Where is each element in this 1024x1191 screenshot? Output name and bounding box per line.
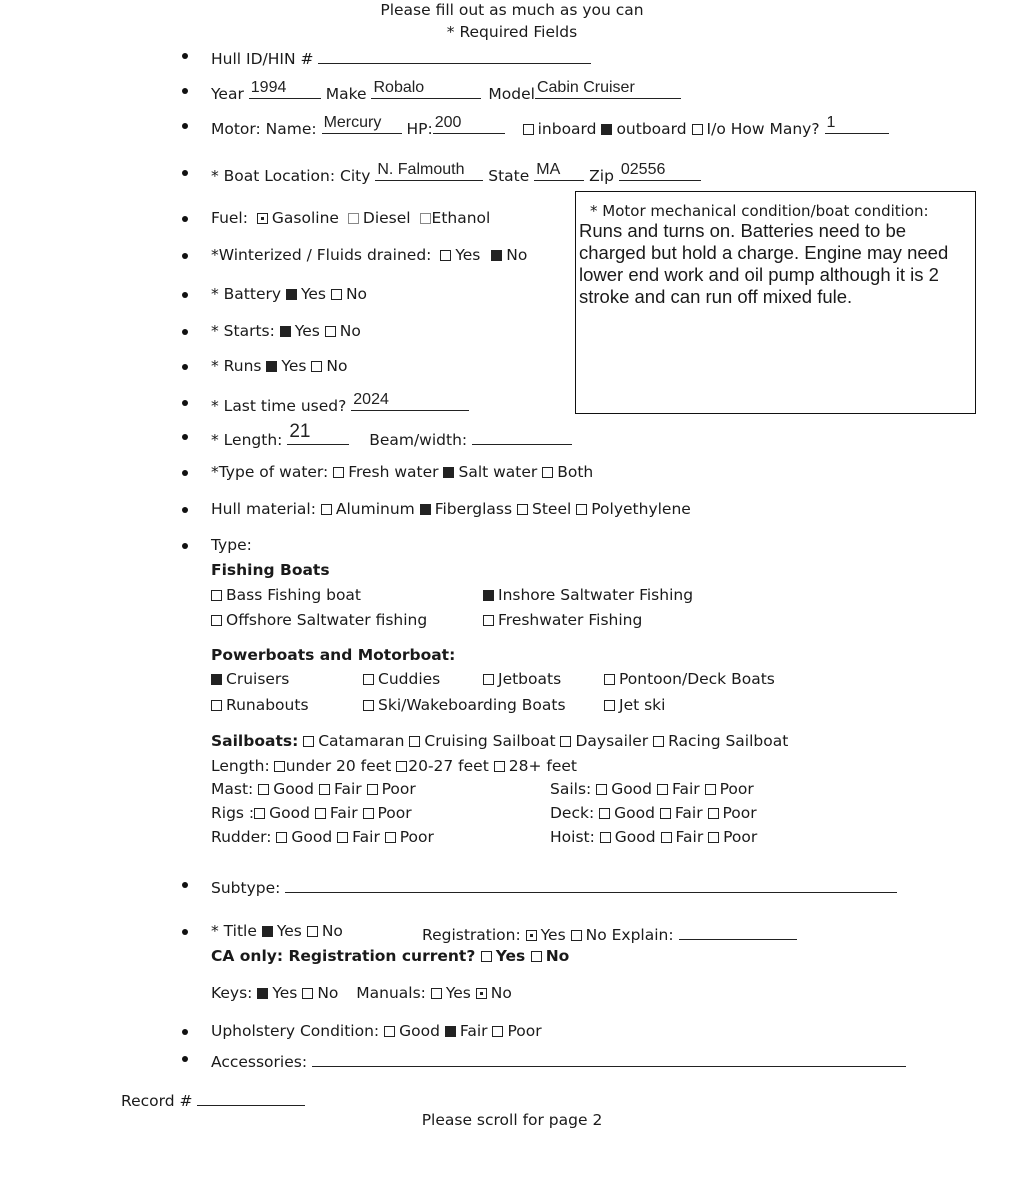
condition-textbox[interactable]: [575, 191, 976, 414]
upholstery-good-label: Good: [399, 1022, 440, 1040]
bullet-icon: [182, 882, 188, 888]
pontoon-checkbox[interactable]: [604, 674, 615, 685]
ethanol-checkbox[interactable]: [420, 213, 431, 224]
bullet-icon: [182, 123, 188, 129]
hull-id-row: [211, 46, 591, 68]
salt-water-checkbox[interactable]: [443, 467, 454, 478]
bullet-icon: [182, 292, 188, 298]
model-field[interactable]: [535, 81, 681, 99]
fuel-label: Fuel:: [211, 209, 248, 227]
keys-yes-label: Yes: [272, 984, 298, 1002]
battery-yes-label: Yes: [300, 285, 327, 303]
bullet-icon: [182, 364, 188, 370]
deck-good-checkbox[interactable]: [599, 808, 610, 819]
type-label: Type:: [211, 536, 252, 554]
cruisers-checkbox[interactable]: [211, 674, 222, 685]
hull-id-label: Hull ID/HIN #: [211, 50, 314, 68]
title-no-checkbox[interactable]: [307, 926, 318, 937]
sails-good-label: Good: [611, 780, 653, 798]
manuals-no-label: No: [490, 984, 512, 1002]
sails-poor-checkbox[interactable]: [705, 784, 716, 795]
subtype-row: [211, 875, 897, 897]
runabouts-checkbox[interactable]: [211, 700, 222, 711]
gasoline-label: Gasoline: [271, 209, 339, 227]
bullet-icon: [182, 1029, 188, 1035]
jetski-label: Jet ski: [619, 696, 666, 714]
sailboats-row: [211, 732, 788, 750]
rudder-fair-checkbox[interactable]: [337, 832, 348, 843]
jetboats-option: [483, 670, 561, 688]
rigs-good-checkbox[interactable]: [254, 808, 265, 819]
upholstery-poor-checkbox[interactable]: [492, 1026, 503, 1037]
hp-field[interactable]: [433, 116, 505, 134]
inboard-label: inboard: [537, 120, 597, 138]
starts-no-checkbox[interactable]: [325, 326, 336, 337]
accessories-field[interactable]: [312, 1049, 906, 1067]
winterized-yes-label: Yes: [455, 246, 481, 264]
aluminum-label: Aluminum: [335, 500, 415, 518]
runs-yes-checkbox[interactable]: [266, 361, 277, 372]
hoist-poor-label: Poor: [723, 828, 758, 846]
manuals-yes-label: Yes: [445, 984, 471, 1002]
jetboats-checkbox[interactable]: [483, 674, 494, 685]
sails-good-checkbox[interactable]: [596, 784, 607, 795]
winterized-row: [211, 246, 527, 264]
runs-no-label: No: [326, 357, 348, 375]
length-row: [211, 421, 572, 449]
length-field[interactable]: [287, 421, 349, 445]
how-many-field[interactable]: [825, 116, 889, 134]
rudder-good-label: Good: [291, 828, 333, 846]
rigs-fair-checkbox[interactable]: [315, 808, 326, 819]
starts-row: [211, 322, 361, 340]
bullet-icon: [182, 400, 188, 406]
fishing-boats-heading: Fishing Boats: [211, 561, 330, 579]
jetski-checkbox[interactable]: [604, 700, 615, 711]
ski-label: Ski/Wakeboarding Boats: [378, 696, 566, 714]
upholstery-good-checkbox[interactable]: [384, 1026, 395, 1037]
io-checkbox[interactable]: [692, 124, 703, 135]
polyethylene-checkbox[interactable]: [576, 504, 587, 515]
inshore-option: [483, 586, 693, 604]
bullet-icon: [182, 1056, 188, 1062]
motor-name-field[interactable]: [322, 116, 402, 134]
sail-length-label: Length:: [211, 757, 270, 775]
inboard-checkbox[interactable]: [523, 124, 534, 135]
sails-row: [550, 780, 754, 798]
hp-value: 200: [434, 114, 462, 131]
deck-poor-checkbox[interactable]: [708, 808, 719, 819]
cuddies-checkbox[interactable]: [363, 674, 374, 685]
ca-no-label: No: [545, 947, 570, 965]
polyethylene-label: Polyethylene: [591, 500, 691, 518]
inshore-label: Inshore Saltwater Fishing: [498, 586, 694, 604]
bullet-icon: [182, 88, 188, 94]
pontoon-option: [604, 670, 775, 688]
rigs-row: [211, 804, 412, 822]
starts-yes-label: Yes: [294, 322, 320, 340]
manuals-yes-checkbox[interactable]: [431, 988, 442, 999]
record-label: Record #: [121, 1092, 193, 1110]
mast-good-label: Good: [273, 780, 315, 798]
last-used-value: 2024: [353, 391, 389, 408]
mast-fair-label: Fair: [333, 780, 362, 798]
bullet-icon: [182, 216, 188, 222]
deck-good-label: Good: [614, 804, 655, 822]
instructions-line: Please fill out as much as you can: [380, 1, 644, 19]
keys-label: Keys:: [211, 984, 253, 1002]
mast-row: [211, 780, 416, 798]
hoist-poor-checkbox[interactable]: [708, 832, 719, 843]
water-row: [211, 463, 593, 481]
cuddies-label: Cuddies: [378, 670, 441, 688]
hoist-label: Hoist:: [550, 828, 595, 846]
length-value: 21: [289, 421, 311, 442]
registration-no-checkbox[interactable]: [571, 930, 582, 941]
year-make-model-row: [211, 81, 681, 103]
diesel-label: Diesel: [362, 209, 411, 227]
hp-label: HP:: [406, 120, 433, 138]
rudder-row: [211, 828, 434, 846]
accessories-label: Accessories:: [211, 1053, 308, 1071]
steel-checkbox[interactable]: [517, 504, 528, 515]
upholstery-row: [211, 1022, 542, 1040]
hoist-fair-label: Fair: [675, 828, 704, 846]
runabouts-label: Runabouts: [226, 696, 309, 714]
battery-row: [211, 285, 367, 303]
sails-label: Sails:: [550, 780, 592, 798]
bullet-icon: [182, 470, 188, 476]
rigs-good-label: Good: [269, 804, 310, 822]
aluminum-checkbox[interactable]: [321, 504, 332, 515]
battery-no-label: No: [345, 285, 368, 303]
hull-material-row: [211, 500, 691, 518]
city-label: * Boat Location: City: [211, 167, 371, 185]
last-used-field[interactable]: [351, 393, 469, 411]
title-yes-label: Yes: [276, 922, 302, 940]
bass-label: Bass Fishing boat: [226, 586, 361, 604]
powerboats-heading: Powerboats and Motorboat:: [211, 646, 456, 664]
cruising-sailboat-label: Cruising Sailboat: [424, 732, 556, 750]
winterized-no-checkbox[interactable]: [491, 250, 502, 261]
rudder-fair-label: Fair: [352, 828, 380, 846]
state-value: MA: [536, 161, 561, 178]
title-no-label: No: [321, 922, 343, 940]
bullet-icon: [182, 253, 188, 259]
year-value: 1994: [250, 79, 287, 96]
deck-fair-checkbox[interactable]: [660, 808, 671, 819]
upholstery-fair-label: Fair: [459, 1022, 488, 1040]
outboard-checkbox[interactable]: [601, 124, 612, 135]
hull-material-label: Hull material:: [211, 500, 316, 518]
racing-sailboat-checkbox[interactable]: [653, 736, 664, 747]
winterized-label: *Winterized / Fluids drained:: [211, 246, 432, 264]
accessories-row: [211, 1049, 906, 1071]
fresh-water-label: Fresh water: [348, 463, 439, 481]
zip-label: Zip: [589, 167, 614, 185]
hoist-good-label: Good: [614, 828, 656, 846]
condition-heading: * Motor mechanical condition/boat condition:: [590, 202, 929, 220]
registration-yes-label: Yes: [540, 926, 566, 944]
freshwater-fishing-label: Freshwater Fishing: [498, 611, 643, 629]
mast-poor-label: Poor: [381, 780, 416, 798]
fresh-water-checkbox[interactable]: [333, 467, 344, 478]
deck-label: Deck:: [550, 804, 595, 822]
both-water-label: Both: [557, 463, 594, 481]
record-field[interactable]: [197, 1088, 305, 1106]
pontoon-label: Pontoon/Deck Boats: [619, 670, 775, 688]
mast-fair-checkbox[interactable]: [319, 784, 330, 795]
location-row: [211, 163, 701, 185]
sailboats-heading: Sailboats:: [211, 732, 299, 750]
state-field[interactable]: [534, 163, 584, 181]
jetboats-label: Jetboats: [498, 670, 562, 688]
ethanol-label: Ethanol: [431, 209, 491, 227]
year-field[interactable]: [249, 81, 321, 99]
hoist-row: [550, 828, 757, 846]
registration-explain-label: No Explain:: [585, 926, 674, 944]
l28-label: 28+ feet: [508, 757, 577, 775]
winterized-yes-checkbox[interactable]: [440, 250, 451, 261]
runs-row: [211, 357, 347, 375]
mast-good-checkbox[interactable]: [258, 784, 269, 795]
winterized-no-label: No: [506, 246, 528, 264]
model-value: Cabin Cruiser: [536, 79, 635, 96]
bullet-icon: [182, 929, 188, 935]
year-label: Year: [211, 85, 244, 103]
inshore-checkbox[interactable]: [483, 590, 494, 601]
motor-row: [211, 116, 889, 138]
motor-name-value: Mercury: [323, 114, 382, 131]
how-many-value: 1: [826, 114, 836, 131]
title-row: [211, 922, 343, 940]
subtype-label: Subtype:: [211, 879, 281, 897]
racing-sailboat-label: Racing Sailboat: [668, 732, 789, 750]
length-label: * Length:: [211, 431, 283, 449]
registration-row: [422, 922, 797, 944]
rudder-poor-label: Poor: [399, 828, 434, 846]
manuals-no-checkbox[interactable]: [476, 988, 487, 999]
rigs-poor-label: Poor: [377, 804, 412, 822]
upholstery-fair-checkbox[interactable]: [445, 1026, 456, 1037]
registration-label: Registration:: [422, 926, 521, 944]
rudder-poor-checkbox[interactable]: [385, 832, 396, 843]
sail-length-row: [211, 757, 577, 775]
l2027-checkbox[interactable]: [396, 761, 407, 772]
steel-label: Steel: [532, 500, 572, 518]
zip-value: 02556: [620, 161, 666, 178]
bullet-icon: [182, 434, 188, 440]
registration-explain-field[interactable]: [679, 922, 797, 940]
jetski-option: [604, 696, 665, 714]
offshore-label: Offshore Saltwater fishing: [226, 611, 428, 629]
battery-no-checkbox[interactable]: [331, 289, 342, 300]
cruisers-label: Cruisers: [226, 670, 290, 688]
diesel-checkbox[interactable]: [348, 213, 359, 224]
bullet-icon: [182, 53, 188, 59]
subtype-field[interactable]: [285, 875, 897, 893]
title-yes-checkbox[interactable]: [262, 926, 273, 937]
deck-fair-label: Fair: [674, 804, 703, 822]
daysailer-checkbox[interactable]: [560, 736, 571, 747]
runabouts-option: [211, 696, 309, 714]
catamaran-label: Catamaran: [318, 732, 405, 750]
fuel-row: [211, 209, 490, 227]
runs-no-checkbox[interactable]: [311, 361, 322, 372]
bass-checkbox[interactable]: [211, 590, 222, 601]
last-used-label: * Last time used?: [211, 397, 347, 415]
starts-no-label: No: [339, 322, 361, 340]
bullet-icon: [182, 329, 188, 335]
title-label: * Title: [211, 922, 257, 940]
outboard-label: outboard: [616, 120, 687, 138]
keys-no-label: No: [317, 984, 339, 1002]
catamaran-checkbox[interactable]: [303, 736, 314, 747]
salt-water-label: Salt water: [458, 463, 538, 481]
rigs-poor-checkbox[interactable]: [363, 808, 374, 819]
offshore-option: [211, 611, 427, 629]
keys-manuals-row: [211, 984, 512, 1002]
keys-no-checkbox[interactable]: [302, 988, 313, 999]
ca-yes-label: Yes: [495, 947, 526, 965]
ca-registration-label: CA only: Registration current?: [211, 947, 476, 965]
registration-yes-checkbox[interactable]: [526, 930, 537, 941]
sails-poor-label: Poor: [719, 780, 754, 798]
freshwater-option: [483, 611, 642, 629]
ca-no-checkbox[interactable]: [531, 951, 542, 962]
daysailer-label: Daysailer: [575, 732, 649, 750]
starts-yes-checkbox[interactable]: [280, 326, 291, 337]
footer-note: Please scroll for page 2: [421, 1111, 603, 1129]
cruisers-option: [211, 670, 289, 688]
make-label: Make: [325, 85, 367, 103]
required-note: * Required Fields: [446, 23, 578, 41]
mast-poor-checkbox[interactable]: [367, 784, 378, 795]
sails-fair-label: Fair: [671, 780, 700, 798]
upholstery-label: Upholstery Condition:: [211, 1022, 380, 1040]
upholstery-poor-label: Poor: [507, 1022, 542, 1040]
motor-name-label: Motor: Name:: [211, 120, 317, 138]
l28-checkbox[interactable]: [494, 761, 505, 772]
rudder-label: Rudder:: [211, 828, 272, 846]
hoist-good-checkbox[interactable]: [600, 832, 611, 843]
l2027-label: 20-27 feet: [408, 757, 489, 775]
zip-field[interactable]: [619, 163, 701, 181]
runs-label: * Runs: [211, 357, 262, 375]
water-label: *Type of water:: [211, 463, 329, 481]
make-field[interactable]: [371, 81, 481, 99]
last-used-row: [211, 393, 469, 415]
rigs-label: Rigs :: [211, 804, 255, 822]
bullet-icon: [182, 170, 188, 176]
ski-option: [363, 696, 566, 714]
manuals-label: Manuals:: [356, 984, 426, 1002]
deck-poor-label: Poor: [722, 804, 757, 822]
ski-checkbox[interactable]: [363, 700, 374, 711]
record-row: [121, 1088, 305, 1110]
hull-id-field[interactable]: [318, 46, 591, 64]
hoist-fair-checkbox[interactable]: [661, 832, 672, 843]
state-label: State: [488, 167, 530, 185]
ca-registration-row: [211, 947, 569, 965]
ca-yes-checkbox[interactable]: [481, 951, 492, 962]
condition-text: Runs and turns on. Batteries need to be charged but hold a charge. Engine may need lower end work and oil pump although it is 2 stroke and can run off mixed fule.: [579, 220, 949, 307]
battery-yes-checkbox[interactable]: [286, 289, 297, 300]
rigs-fair-label: Fair: [329, 804, 358, 822]
under20-label: under 20 feet: [285, 757, 392, 775]
sails-fair-checkbox[interactable]: [657, 784, 668, 795]
starts-label: * Starts:: [211, 322, 275, 340]
beam-field[interactable]: [472, 427, 572, 445]
beam-label: Beam/width:: [369, 431, 468, 449]
city-field[interactable]: [375, 163, 483, 181]
both-water-checkbox[interactable]: [542, 467, 553, 478]
gasoline-checkbox[interactable]: [257, 213, 268, 224]
offshore-checkbox[interactable]: [211, 615, 222, 626]
fiberglass-checkbox[interactable]: [420, 504, 431, 515]
runs-yes-label: Yes: [281, 357, 307, 375]
io-label: I/o How Many?: [706, 120, 820, 138]
cruising-sailboat-checkbox[interactable]: [409, 736, 420, 747]
bass-option: [211, 586, 361, 604]
mast-label: Mast:: [211, 780, 254, 798]
keys-yes-checkbox[interactable]: [257, 988, 268, 999]
deck-row: [550, 804, 757, 822]
fiberglass-label: Fiberglass: [434, 500, 513, 518]
cuddies-option: [363, 670, 440, 688]
city-value: N. Falmouth: [377, 161, 465, 178]
battery-label: * Battery: [211, 285, 282, 303]
bullet-icon: [182, 543, 188, 549]
bullet-icon: [182, 507, 188, 513]
model-label: Model: [488, 85, 535, 103]
rudder-good-checkbox[interactable]: [276, 832, 287, 843]
freshwater-fishing-checkbox[interactable]: [483, 615, 494, 626]
make-value: Robalo: [373, 79, 425, 96]
under20-checkbox[interactable]: [274, 761, 285, 772]
